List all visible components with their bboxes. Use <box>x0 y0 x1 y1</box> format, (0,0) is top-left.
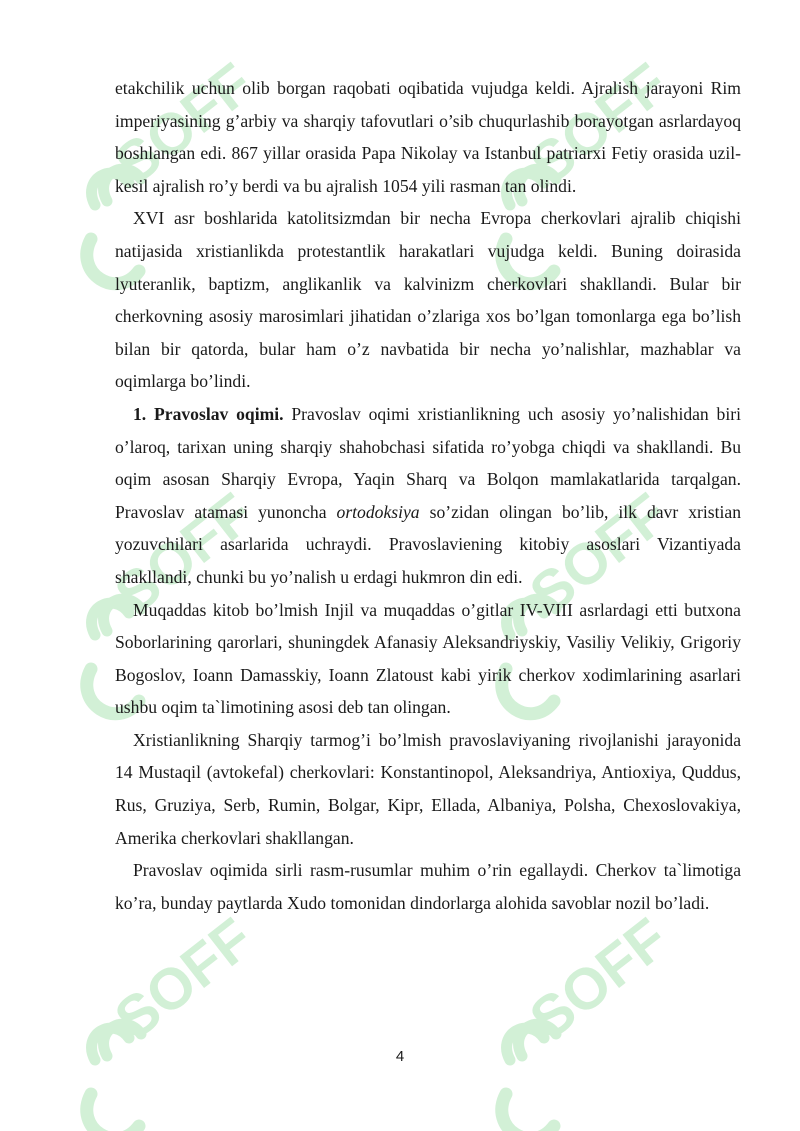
paragraph: XVI asr boshlarida katolitsizmdan bir necha Evropa cherkovlari ajralib chiqishi natijasida xristianlikda protestantlik harakatlari vujudga keldi. Buning doirasida lyuteranlik, baptizm, anglikanlik va kalvinizm cherkovlari shakllandi. Bular bir cherkovning asosiy marosimlari jihatidan o’zlariga xos bo’lgan tomonlarga ega bo’lish bilan bir qatorda, bular ham o’z navbatida bir necha yo’nalishlar, mazhablar va oqimlarga bo’lindi. <box>115 208 741 392</box>
italic-term: ortodoksiya <box>336 501 420 522</box>
paragraph-text: so’zidan olingan bo’lib, ilk davr xristian yozuvchilari asarlarida uchraydi. Pravoslaviening kitobiy asoslari Vizantiyada shakllandi, chunki bu yo’nalish u erdagi hukmron din edi. <box>115 501 741 587</box>
watermark-logo <box>87 906 265 1131</box>
paragraph-pravoslav <box>115 398 741 594</box>
page-number: 4 <box>395 1048 405 1065</box>
paragraph-text: Pravoslav oqimi xristianlikning uch asosiy yo’nalishidan biri o’laroq, tarixan uning sharqiy shahobchasi sifatida ro’yobga chiqdi va shakllandi. Bu oqim asosan Sharqiy Evropa, Yaqin Sharq va Bolqon mamlakatlarida tarqalgan. Pravoslav atamasi yunoncha <box>115 403 741 522</box>
paragraph: Xristianlikning Sharqiy tarmog’i bo’lmish pravoslaviyaning rivojlanishi jarayonida 14 Mustaqil (avtokefal) cherkovlari: Konstantinopol, Aleksandriya, Antioxiya, Quddus, Rus, Gruziya, Serb, Rumin, Bolgar, Kipr, Ellada, Albaniya, Polsha, Chexoslovakiya, Amerika cherkovlari shakllangan. <box>115 729 741 848</box>
paragraph: Pravoslav oqimida sirli rasm-rusumlar muhim o’rin egallaydi. Cherkov ta`limotiga ko’ra, bunday paytlarda Xudo tomonidan dindorlarga alohida savoblar nozil bo’ladi. <box>115 860 741 913</box>
watermark-logo <box>502 906 680 1131</box>
body-text <box>115 72 741 919</box>
section-heading: 1. Pravoslav oqimi. <box>133 403 284 424</box>
paragraph: etakchilik uchun olib borgan raqobati oqibatida vujudga keldi. Ajralish jarayoni Rim imperiyasining g’arbiy va sharqiy tafovutlari o’sib chuqurlashib borayotgan asrlardayoq boshlangan edi. 867 yillar orasida Papa Nikolay va Istanbul patriarxi Fetiy orasida uzil-kesil ajralish ro’y berdi va bu ajralish 1054 yili rasman tan olindi. <box>115 78 741 196</box>
paragraph: Muqaddas kitob bo’lmish Injil va muqaddas o’gitlar IV-VIII asrlardagi etti butxona Soborlarining qarorlari, shuningdek Afanasiy Aleksandriyskiy, Vasiliy Velikiy, Grigoriy Bogoslov, Ioann Damasskiy, Ioann Zlatoust kabi yirik cherkov xodimlarining asarlari ushbu oqim ta`limotining asosi deb tan olingan. <box>115 599 741 718</box>
